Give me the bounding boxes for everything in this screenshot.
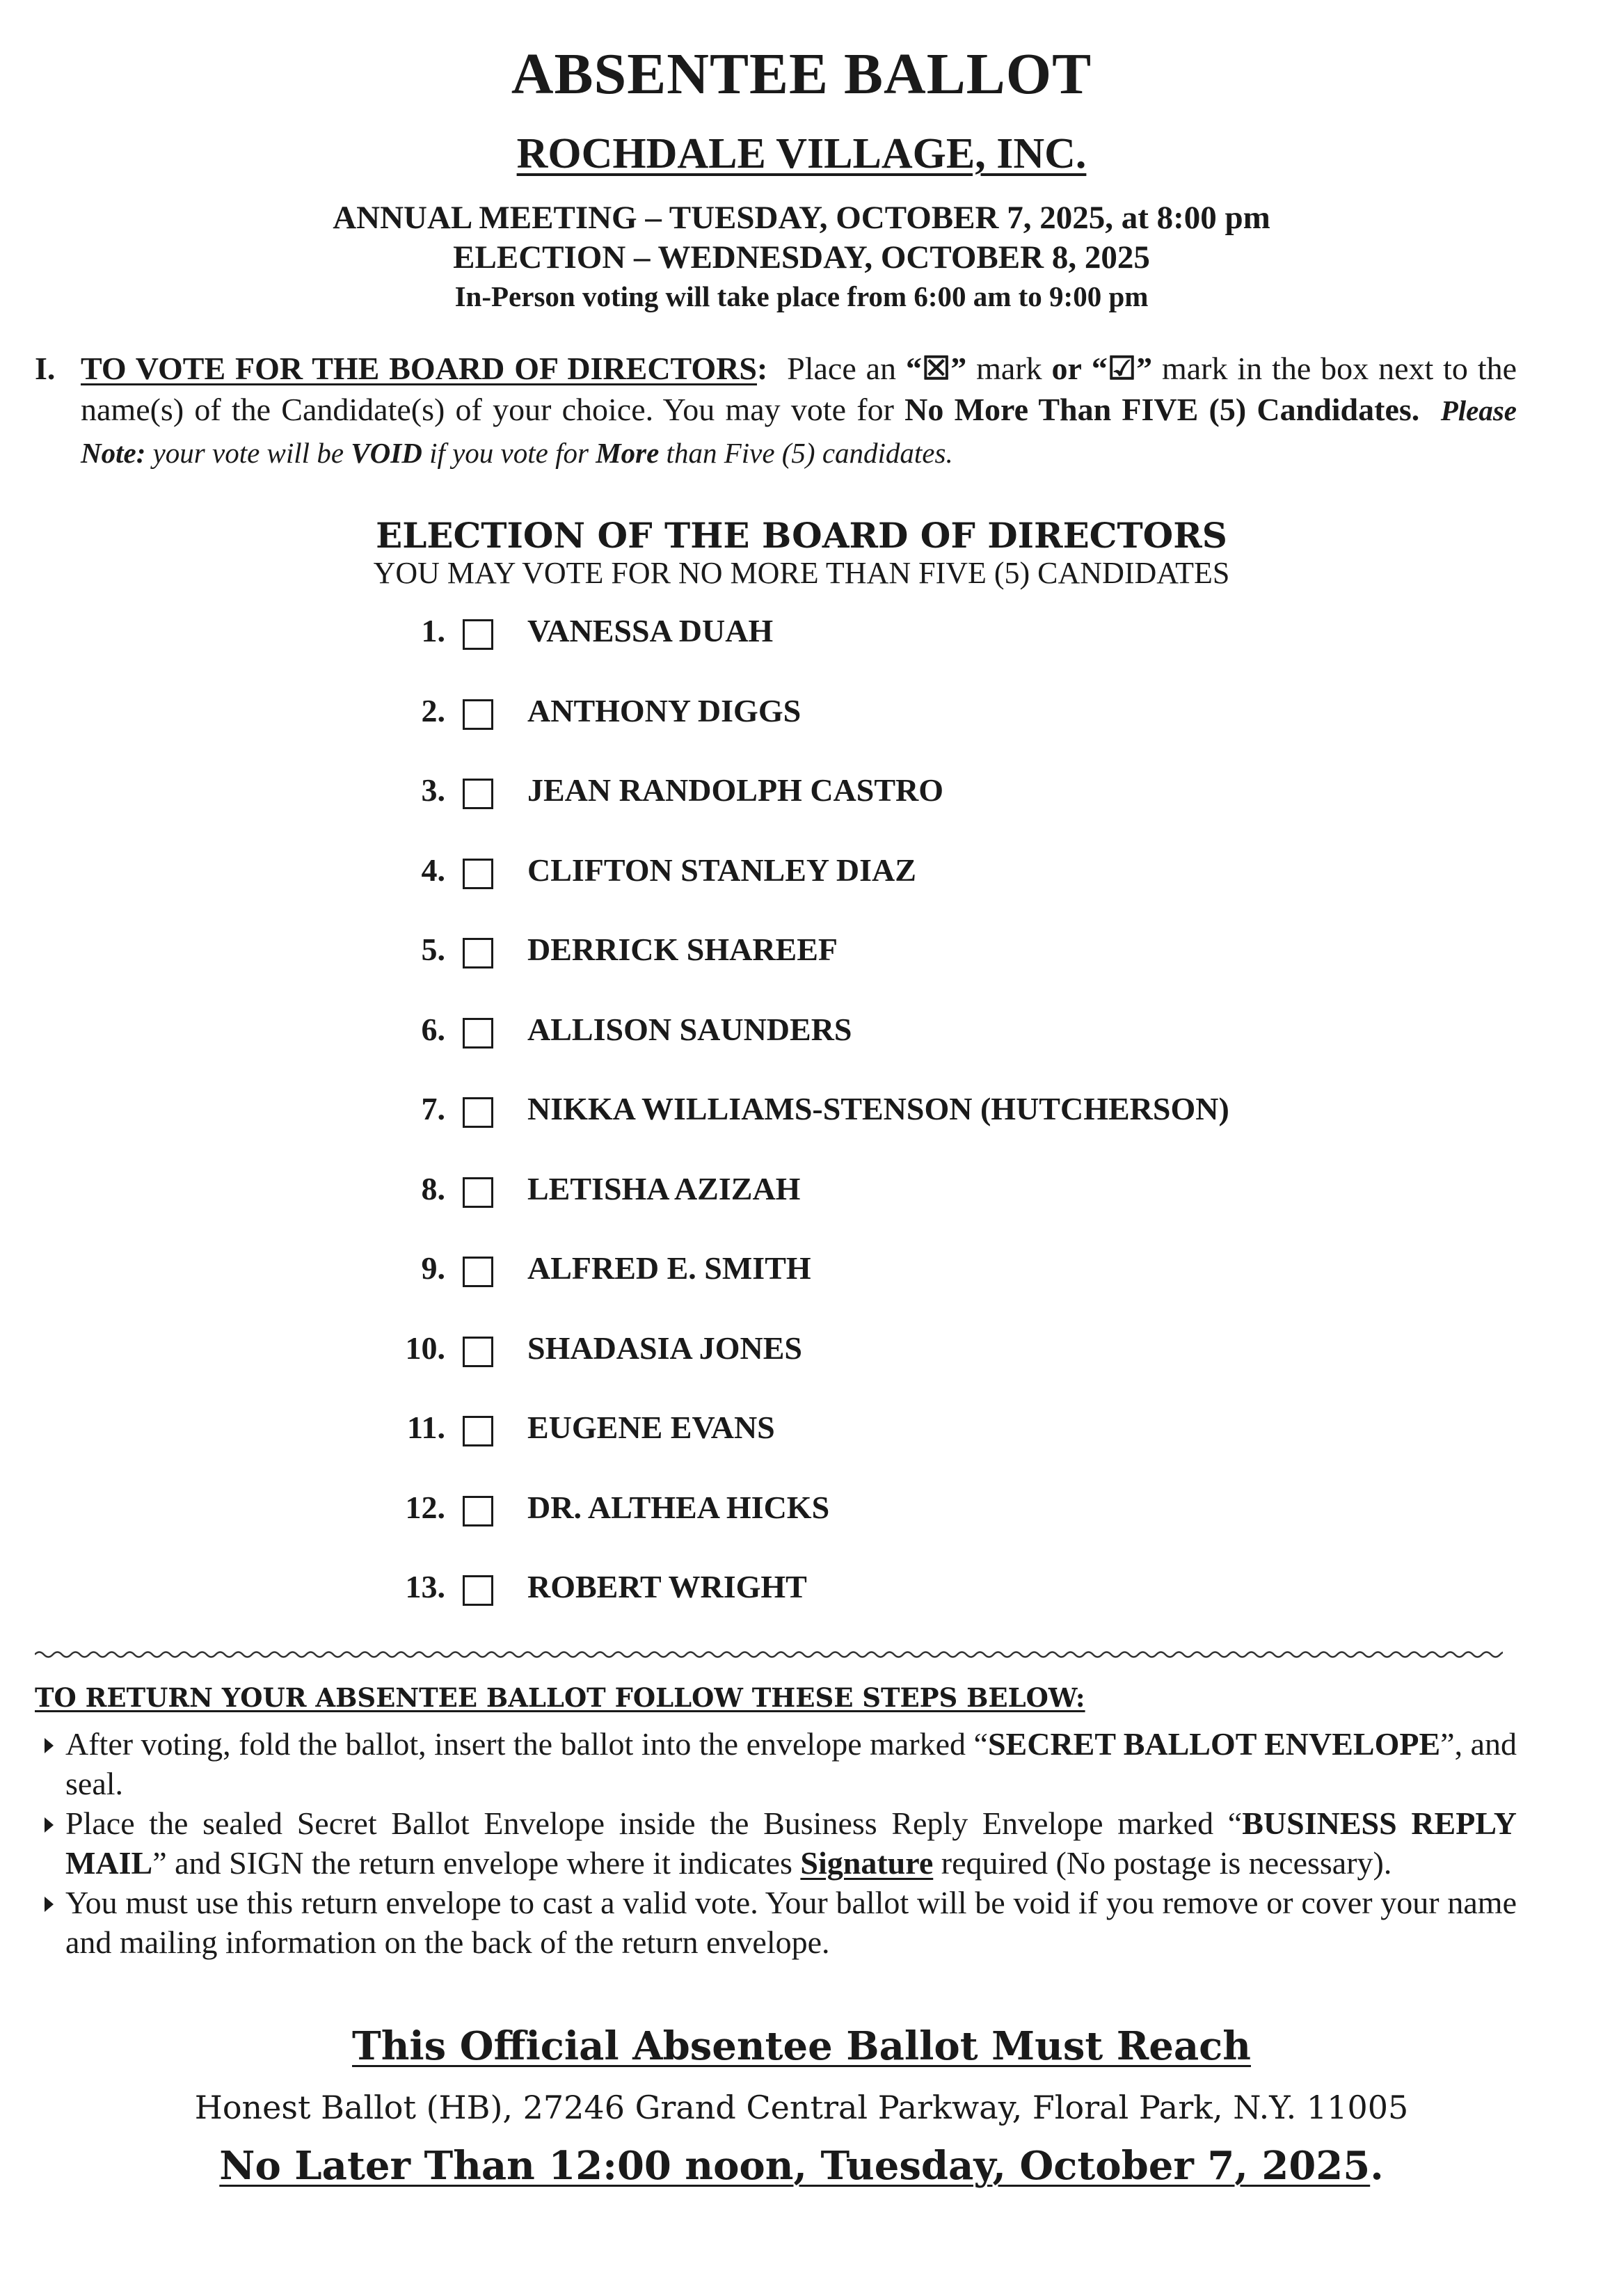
return-steps — [35, 1724, 1517, 1962]
candidate-number: 9. — [421, 1250, 445, 1286]
candidate-name: DERRICK SHAREEF — [527, 932, 838, 967]
candidate-number: 2. — [421, 692, 445, 728]
candidate-row — [0, 1011, 1603, 1081]
in-person-voting-line: In-Person voting will take place from 6:00 am to 9:00 pm — [454, 280, 1149, 312]
election-heading: ELECTION OF THE BOARD OF DIRECTORS — [376, 515, 1227, 556]
candidate-checkbox[interactable] — [463, 938, 493, 968]
candidate-name: ALFRED E. SMITH — [527, 1250, 811, 1286]
note-label: Please Note: — [81, 394, 1517, 469]
tilde-divider — [35, 1648, 1503, 1661]
organization-name: ROCHDALE VILLAGE, INC. — [516, 130, 1087, 177]
candidate-checkbox[interactable] — [463, 1177, 493, 1208]
candidate-checkbox[interactable] — [463, 1257, 493, 1287]
ballot-title: ABSENTEE BALLOT — [511, 42, 1092, 106]
candidate-checkbox[interactable] — [463, 859, 493, 889]
candidate-row — [0, 772, 1603, 841]
return-step-3: You must use this return envelope to cast a valid vote. Your ballot will be void if you remove or cover your name and mailing information on the back of the return envelope. — [35, 1883, 1517, 1962]
candidate-checkbox[interactable] — [463, 1575, 493, 1606]
deadline-text: No Later Than 12:00 noon, Tuesday, October 7, 2025 — [219, 2143, 1371, 2189]
vote-limit: No More Than FIVE (5) Candidates. — [904, 392, 1420, 427]
candidate-checkbox[interactable] — [463, 619, 493, 650]
candidate-number: 8. — [421, 1170, 445, 1206]
return-step-1: After voting, fold the ballot, insert the ballot into the envelope marked “SECRET BALLOT ENVELOPE”, and seal. — [35, 1724, 1517, 1803]
candidate-number: 7. — [421, 1091, 445, 1126]
candidate-number: 6. — [421, 1011, 445, 1047]
must-reach-heading: This Official Absentee Ballot Must Reach — [352, 2023, 1251, 2069]
voting-instructions — [35, 348, 1517, 474]
candidate-checkbox[interactable] — [463, 779, 493, 809]
instructions-heading: TO VOTE FOR THE BOARD OF DIRECTORS — [81, 351, 757, 386]
candidate-name: JEAN RANDOLPH CASTRO — [527, 772, 944, 808]
instructions-body: TO VOTE FOR THE BOARD OF DIRECTORS: Place an “☒” mark or “☑” mark in the box next to the name(s) of the Candidate(s) of your choice. You may vote for No More Than FIVE (5) Candidates. Please Note: your vote will be VOID if you vote for More than Five (5) candidates. — [81, 351, 1517, 469]
candidate-checkbox[interactable] — [463, 1337, 493, 1367]
triangle-bullet-icon — [45, 1897, 54, 1912]
candidate-row — [0, 1090, 1603, 1160]
candidate-name: ROBERT WRIGHT — [527, 1569, 807, 1604]
candidate-row — [0, 1568, 1603, 1638]
candidate-number: 3. — [421, 772, 445, 808]
candidate-number: 12. — [405, 1489, 445, 1525]
candidate-name: ANTHONY DIGGS — [527, 692, 802, 728]
candidate-name: ALLISON SAUNDERS — [527, 1011, 852, 1047]
candidate-row — [0, 931, 1603, 1000]
triangle-bullet-icon — [45, 1738, 54, 1753]
return-heading: TO RETURN YOUR ABSENTEE BALLOT FOLLOW THESE STEPS BELOW: — [35, 1682, 1085, 1713]
section-numeral: I. — [35, 351, 56, 386]
candidate-checkbox[interactable] — [463, 1097, 493, 1128]
candidate-name: SHADASIA JONES — [527, 1330, 802, 1366]
candidate-name: VANESSA DUAH — [527, 613, 774, 648]
candidate-row — [0, 612, 1603, 682]
candidate-number: 1. — [421, 613, 445, 648]
return-address: Honest Ballot (HB), 27246 Grand Central Parkway, Floral Park, N.Y. 11005 — [194, 2089, 1409, 2126]
candidate-name: NIKKA WILLIAMS-STENSON (HUTCHERSON) — [527, 1091, 1229, 1126]
candidate-row — [0, 1409, 1603, 1478]
return-step-2: Place the sealed Secret Ballot Envelope inside the Business Reply Envelope marked “BUSINESS REPLY MAIL” and SIGN the return envelope where it indicates Signature required (No postage is necessary). — [35, 1803, 1517, 1883]
candidate-checkbox[interactable] — [463, 1416, 493, 1446]
check-mark-example: “☑” — [1091, 351, 1153, 386]
candidate-number: 13. — [405, 1569, 445, 1604]
candidate-number: 5. — [421, 932, 445, 967]
candidate-row — [0, 692, 1603, 762]
candidate-checkbox[interactable] — [463, 699, 493, 730]
candidate-row — [0, 852, 1603, 921]
candidate-name: EUGENE EVANS — [527, 1410, 775, 1445]
candidate-row — [0, 1250, 1603, 1319]
candidate-checkbox[interactable] — [463, 1018, 493, 1049]
candidate-name: CLIFTON STANLEY DIAZ — [527, 852, 916, 888]
candidate-row — [0, 1489, 1603, 1558]
annual-meeting-line: ANNUAL MEETING – TUESDAY, OCTOBER 7, 2025, at 8:00 pm — [333, 200, 1270, 236]
candidate-row — [0, 1170, 1603, 1240]
election-date-line: ELECTION – WEDNESDAY, OCTOBER 8, 2025 — [453, 239, 1150, 276]
candidate-name: LETISHA AZIZAH — [527, 1170, 801, 1206]
candidate-number: 11. — [407, 1410, 445, 1445]
candidate-row — [0, 1330, 1603, 1399]
candidate-number: 4. — [421, 852, 445, 888]
candidate-name: DR. ALTHEA HICKS — [527, 1489, 830, 1525]
deadline-line: No Later Than 12:00 noon, Tuesday, October 7, 2025. — [219, 2143, 1384, 2189]
signature-emphasis: Signature — [800, 1845, 934, 1881]
x-mark-example: “☒” — [905, 351, 967, 386]
candidate-checkbox[interactable] — [463, 1496, 493, 1526]
triangle-bullet-icon — [45, 1817, 54, 1833]
election-subheading: YOU MAY VOTE FOR NO MORE THAN FIVE (5) CANDIDATES — [373, 556, 1230, 590]
candidate-number: 10. — [405, 1330, 445, 1366]
